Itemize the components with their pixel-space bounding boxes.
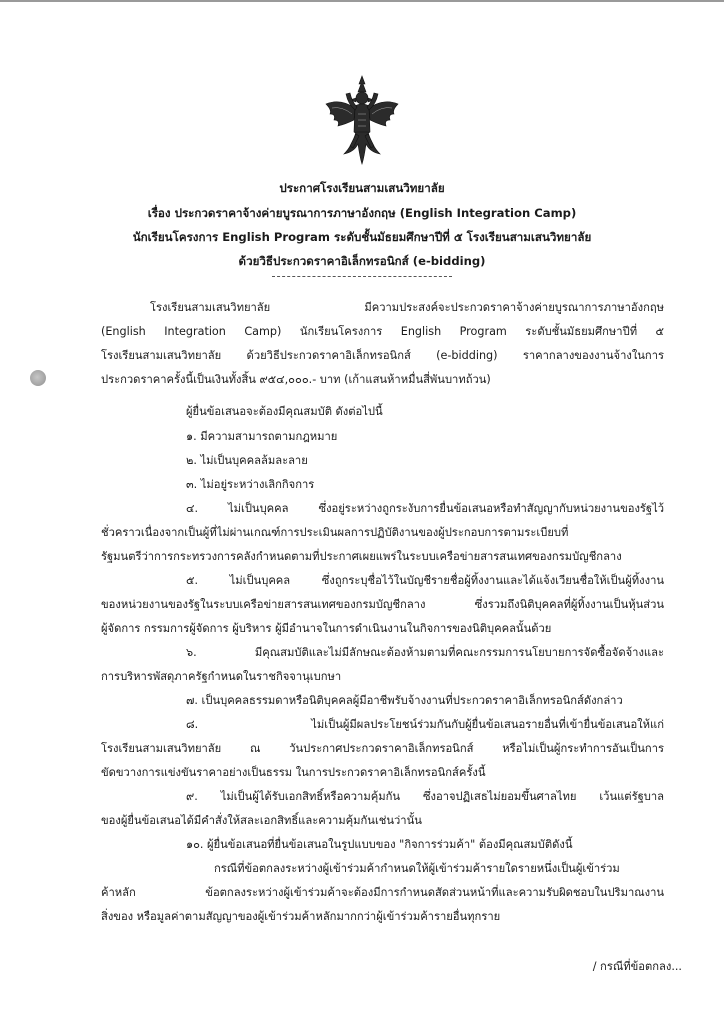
continuation-note: / กรณีที่ข้อตกลง...: [592, 960, 682, 973]
header-separator: [272, 276, 452, 277]
subject-line: เรื่อง ประกวดราคาจ้างค่ายบูรณาการภาษาอังกฤษ (English Integration Camp): [147, 206, 577, 220]
body-line: ผู้ยื่นข้อเสนอจะต้องมีคุณสมบัติ ดังต่อไปนี้: [186, 405, 383, 418]
body-line: ของหน่วยงานของรัฐในระบบเครือข่ายสารสนเทศของกรมบัญชีกลาง ซึ่งรวมถึงนิติบุคคลที่ผู้ทิ้งงานเป็นหุ้นส่วน: [101, 598, 664, 611]
body-line: (English Integration Camp) นักเรียนโครงการ English Program ระดับชั้นมัธยมศึกษาปีที่ ๕: [101, 325, 664, 338]
body-line: ๒. ไม่เป็นบุคคลล้มละลาย: [186, 454, 308, 467]
document-title: ประกาศโรงเรียนสามเสนวิทยาลัย: [279, 181, 445, 195]
body-line: รัฐมนตรีว่าการกระทรวงการคลังกำหนดตามที่ประกาศเผยแพร่ในระบบเครือข่ายสารสนเทศของกรมบัญชีกลาง: [101, 550, 622, 563]
punch-hole-mark: [30, 370, 46, 386]
body-line: ๗. เป็นบุคคลธรรมดาหรือนิติบุคคลผู้มีอาชีพรับจ้างงานที่ประกวดราคาอิเล็กทรอนิกส์ดังกล่าว: [186, 694, 623, 707]
body-line: ๔. ไม่เป็นบุคคล ซึ่งอยู่ระหว่างถูกระงับการยื่นข้อเสนอหรือทำสัญญากับหน่วยงานของรัฐไว้: [186, 502, 664, 515]
subject-line-3: ด้วยวิธีประกวดราคาอิเล็กทรอนิกส์ (e-bidding): [238, 254, 486, 268]
body-line: ๓. ไม่อยู่ระหว่างเลิกกิจการ: [186, 478, 315, 491]
body-line: ชั่วคราวเนื่องจากเป็นผู้ที่ไม่ผ่านเกณฑ์การประเมินผลการปฏิบัติงานของผู้ประกอบการตามระเบียบที่: [101, 526, 569, 539]
body-line: ของผู้ยื่นข้อเสนอได้มีคำสั่งให้สละเอกสิทธิ์และความคุ้มกันเช่นว่านั้น: [101, 814, 422, 827]
body-line: ๑. มีความสามารถตามกฎหมาย: [186, 430, 338, 443]
body-line: ๑๐. ผู้ยื่นข้อเสนอที่ยื่นข้อเสนอในรูปแบบของ "กิจการร่วมค้า" ต้องมีคุณสมบัติดังนี้: [186, 838, 573, 851]
body-line: ค้าหลัก ข้อตกลงระหว่างผู้เข้าร่วมค้าจะต้องมีการกำหนดสัดส่วนหน้าที่และความรับผิดชอบในปริมาณงาน: [101, 886, 664, 899]
subject-line-2: นักเรียนโครงการ English Program ระดับชั้นมัธยมศึกษาปีที่ ๕ โรงเรียนสามเสนวิทยาลัย: [132, 230, 592, 244]
body-line: โรงเรียนสามเสนวิทยาลัย ณ วันประกาศประกวดราคาอิเล็กทรอนิกส์ หรือไม่เป็นผู้กระทำการอันเป็นการ: [101, 742, 664, 755]
body-line: โรงเรียนสามเสนวิทยาลัย มีความประสงค์จะประกวดราคาจ้างค่ายบูรณาการภาษาอังกฤษ: [150, 301, 664, 314]
body-line: ผู้จัดการ กรรมการผู้จัดการ ผู้บริหาร ผู้มีอำนาจในการดำเนินงานในกิจการของนิติบุคคลนั้นด้วย: [101, 622, 552, 635]
body-line: การบริหารพัสดุภาครัฐกำหนดในราชกิจจานุเบกษา: [101, 670, 342, 683]
body-line: ประกวดราคาครั้งนี้เป็นเงินทั้งสิ้น ๙๕๔,๐๐๐.- บาท (เก้าแสนห้าหมื่นสี่พันบาทถ้วน): [101, 373, 491, 386]
body-line: ๙. ไม่เป็นผู้ได้รับเอกสิทธิ์หรือความคุ้มกัน ซึ่งอาจปฏิเสธไม่ยอมขึ้นศาลไทย เว้นแต่รัฐบาล: [186, 790, 664, 803]
body-line: ขัดขวางการแข่งขันราคาอย่างเป็นธรรม ในการประกวดราคาอิเล็กทรอนิกส์ครั้งนี้: [101, 766, 486, 779]
body-line: ๕. ไม่เป็นบุคคล ซึ่งถูกระบุชื่อไว้ในบัญชีรายชื่อผู้ทิ้งงานและได้แจ้งเวียนชื่อให้เป็นผู้ทิ้งงาน: [186, 574, 664, 587]
scan-edge-line: [0, 0, 724, 2]
body-line: ๘. ไม่เป็นผู้มีผลประโยชน์ร่วมกันกับผู้ยื่นข้อเสนอรายอื่นที่เข้ายื่นข้อเสนอให้แก่: [186, 718, 664, 731]
body-line: สิ่งของ หรือมูลค่าตามสัญญาของผู้เข้าร่วมค้าหลักมากกว่าผู้เข้าร่วมค้ารายอื่นทุกราย: [101, 910, 501, 923]
body-line: ๖. มีคุณสมบัติและไม่มีลักษณะต้องห้ามตามที่คณะกรรมการนโยบายการจัดซื้อจัดจ้างและ: [186, 646, 664, 659]
garuda-emblem-icon: [322, 74, 402, 168]
body-line: กรณีที่ข้อตกลงระหว่างผู้เข้าร่วมค้ากำหนดให้ผู้เข้าร่วมค้ารายใดรายหนึ่งเป็นผู้เข้าร่วม: [214, 862, 620, 875]
body-line: โรงเรียนสามเสนวิทยาลัย ด้วยวิธีประกวดราคาอิเล็กทรอนิกส์ (e-bidding) ราคากลางของงานจ้างในการ: [101, 349, 664, 362]
